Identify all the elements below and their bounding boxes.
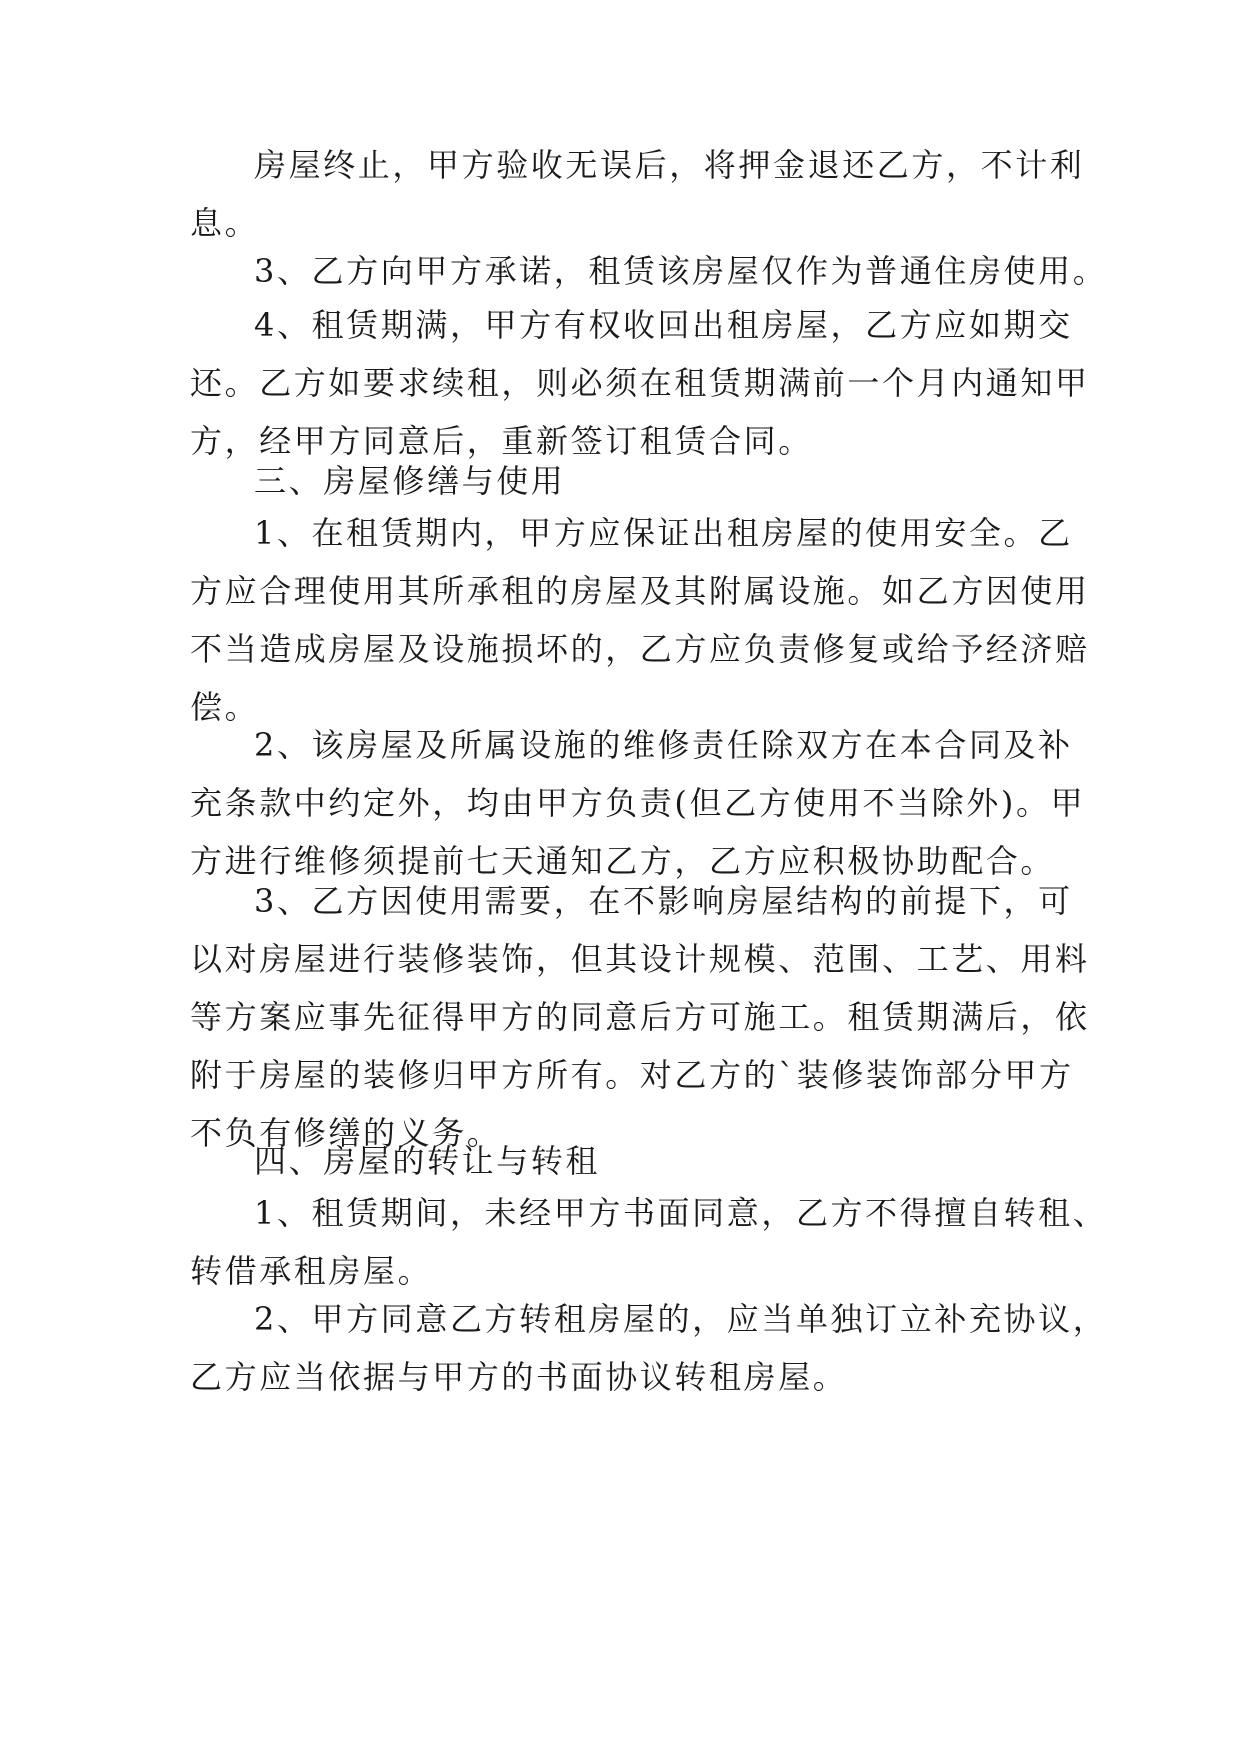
text-line: 转借承租房屋。 bbox=[190, 1252, 433, 1290]
text-line: 以对房屋进行装修装饰，但其设计规模、范围、工艺、用料 bbox=[190, 940, 1090, 978]
paragraph-repair-clause-1 bbox=[190, 504, 1090, 736]
text-line: 1、在租赁期内，甲方应保证出租房屋的使用安全。乙 bbox=[254, 514, 1073, 552]
text-line: 2、甲方同意乙方转租房屋的，应当单独订立补充协议， bbox=[254, 1300, 1108, 1338]
paragraph-transfer-clause-2 bbox=[190, 1290, 1108, 1406]
section-heading: 三、房屋修缮与使用 bbox=[254, 462, 566, 500]
text-line: 息。 bbox=[190, 204, 260, 242]
paragraph-clause-3-residential-use bbox=[190, 242, 1108, 300]
text-line: 方应合理使用其所承租的房屋及其附属设施。如乙方因使用 bbox=[190, 572, 1090, 610]
text-line: 不负有修缮的义务。 bbox=[190, 1114, 502, 1152]
paragraph-repair-clause-2 bbox=[190, 716, 1086, 890]
text-line: 房屋终止，甲方验收无误后，将押金退还乙方，不计利 bbox=[254, 146, 1085, 184]
paragraph-transfer-clause-1 bbox=[190, 1184, 1108, 1300]
text-line: 2、该房屋及所属设施的维修责任除双方在本合同及补 bbox=[254, 726, 1073, 764]
text-line: 附于房屋的装修归甲方所有。对乙方的`装修装饰部分甲方 bbox=[190, 1056, 1074, 1094]
text-line: 偿。 bbox=[190, 688, 260, 726]
text-line: 3、乙方因使用需要，在不影响房屋结构的前提下，可 bbox=[254, 882, 1073, 920]
paragraph-repair-clause-3 bbox=[190, 872, 1090, 1162]
text-line: 等方案应事先征得甲方的同意后方可施工。租赁期满后，依 bbox=[190, 998, 1090, 1036]
text-line: 乙方应当依据与甲方的书面协议转租房屋。 bbox=[190, 1358, 848, 1396]
section-heading-transfer-and-sublet bbox=[190, 1132, 1070, 1190]
text-line: 方进行维修须提前七天通知乙方，乙方应积极协助配合。 bbox=[190, 842, 1056, 880]
text-line: 1、租赁期间，未经甲方书面同意，乙方不得擅自转租、 bbox=[254, 1194, 1108, 1232]
text-line: 不当造成房屋及设施损坏的，乙方应负责修复或给予经济赔 bbox=[190, 630, 1090, 668]
section-heading: 四、房屋的转让与转租 bbox=[254, 1142, 601, 1180]
section-heading-repair-and-use bbox=[190, 452, 1070, 510]
text-line: 4、租赁期满，甲方有权收回出租房屋，乙方应如期交 bbox=[254, 306, 1073, 344]
text-line: 3、乙方向甲方承诺，租赁该房屋仅作为普通住房使用。 bbox=[254, 252, 1108, 290]
text-line: 还。乙方如要求续租，则必须在租赁期满前一个月内通知甲 bbox=[190, 364, 1090, 402]
paragraph-deposit-return bbox=[190, 136, 1085, 252]
text-line: 充条款中约定外，均由甲方负责(但乙方使用不当除外)。甲 bbox=[190, 784, 1086, 822]
paragraph-clause-4-lease-expiry bbox=[190, 296, 1090, 470]
text-line: 方，经甲方同意后，重新签订租赁合同。 bbox=[190, 422, 813, 460]
